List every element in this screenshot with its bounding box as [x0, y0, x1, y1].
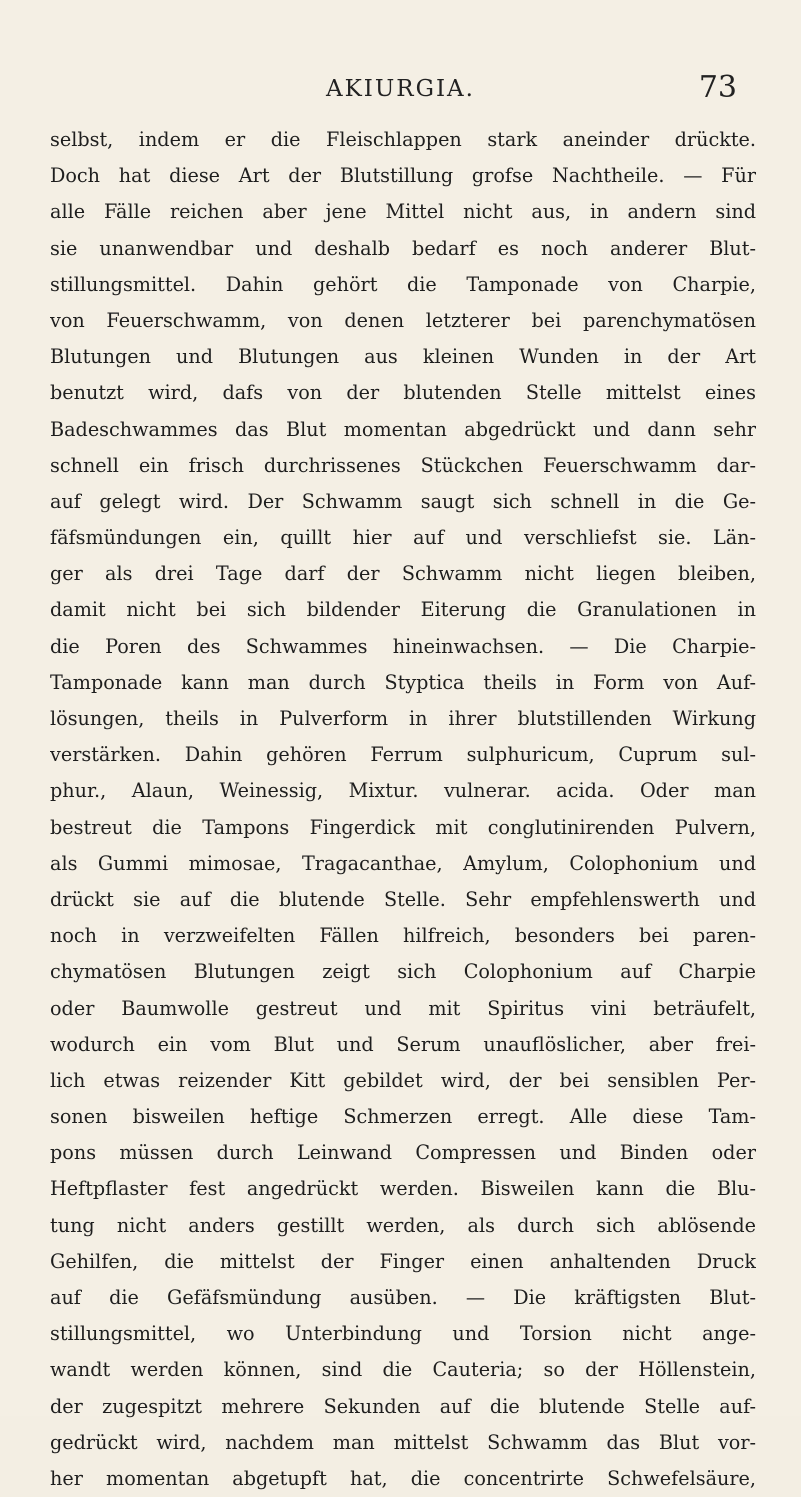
text-line: gedrückt wird, nachdem man mittelst Schwamm das Blut vor-: [50, 1430, 756, 1454]
text-line: her momentan abgetupft hat, die concentrirte Schwefelsäure,: [50, 1466, 756, 1490]
text-line: bestreut die Tampons Fingerdick mit conglutinirenden Pulvern,: [50, 815, 756, 839]
text-line: stillungsmittel, wo Unterbindung und Torsion nicht ange-: [50, 1322, 756, 1346]
text-line: tung nicht anders gestillt werden, als durch sich ablösende: [50, 1213, 756, 1237]
text-line: stillungsmittel. Dahin gehört die Tamponade von Charpie,: [50, 272, 756, 296]
text-line: verstärken. Dahin gehören Ferrum sulphuricum, Cuprum sul-: [50, 743, 756, 767]
running-head: AKIURGIA.: [326, 76, 475, 102]
text-line: sonen bisweilen heftige Schmerzen erregt. Alle diese Tam-: [50, 1105, 756, 1129]
text-line: Blutungen und Blutungen aus kleinen Wunden in der Art: [50, 345, 756, 369]
text-line: Heftpflaster fest angedrückt werden. Bisweilen kann die Blu-: [50, 1177, 756, 1201]
text-line: benutzt wird, dafs von der blutenden Stelle mittelst eines: [50, 381, 756, 405]
text-line: Doch hat diese Art der Blutstillung grofse Nachtheile. — Für: [50, 164, 756, 188]
text-line: als Gummi mimosae, Tragacanthae, Amylum, Colophonium und: [50, 851, 756, 875]
text-line: der zugespitzt mehrere Sekunden auf die blutende Stelle auf-: [50, 1394, 756, 1418]
text-line: die Poren des Schwammes hineinwachsen. — Die Charpie-: [50, 634, 756, 658]
text-line: Tamponade kann man durch Styptica theils in Form von Auf-: [50, 670, 756, 694]
text-line: Gehilfen, die mittelst der Finger einen anhaltenden Druck: [50, 1249, 756, 1273]
text-line: selbst, indem er die Fleischlappen stark aneinder drückte.: [50, 128, 756, 151]
text-line: ger als drei Tage darf der Schwamm nicht liegen bleiben,: [50, 562, 756, 586]
text-line: Badeschwammes das Blut momentan abgedrückt und dann sehr: [50, 417, 756, 441]
text-line: pons müssen durch Leinwand Compressen und Binden oder: [50, 1141, 756, 1165]
body-text: [50, 122, 756, 1497]
text-line: lich etwas reizender Kitt gebildet wird, der bei sensiblen Per-: [50, 1068, 756, 1092]
text-line: oder Baumwolle gestreut und mit Spiritus vini beträufelt,: [50, 996, 756, 1020]
text-line: damit nicht bei sich bildender Eiterung die Granulationen in: [50, 598, 756, 622]
text-line: fäfsmündungen ein, quillt hier auf und verschliefst sie. Län-: [50, 526, 756, 550]
text-line: schnell ein frisch durchrissenes Stückchen Feuerschwamm dar-: [50, 453, 756, 477]
text-line: auf die Gefäfsmündung ausüben. — Die kräftigsten Blut-: [50, 1286, 756, 1309]
text-line: phur., Alaun, Weinessig, Mixtur. vulnerar. acida. Oder man: [50, 779, 756, 803]
text-line: alle Fälle reichen aber jene Mittel nicht aus, in andern sind: [50, 200, 756, 224]
text-line: wodurch ein vom Blut und Serum unauflöslicher, aber frei-: [50, 1032, 756, 1056]
page-number: 73: [698, 70, 737, 105]
text-line: lösungen, theils in Pulverform in ihrer blutstillenden Wirkung: [50, 707, 756, 730]
text-line: sie unanwendbar und deshalb bedarf es noch anderer Blut-: [50, 236, 756, 260]
text-line: wandt werden können, sind die Cauteria; so der Höllenstein,: [50, 1358, 756, 1382]
page-header: [0, 70, 801, 110]
text-line: drückt sie auf die blutende Stelle. Sehr empfehlenswerth und: [50, 887, 756, 911]
text-line: von Feuerschwamm, von denen letzterer bei parenchymatösen: [50, 308, 756, 332]
text-line: chymatösen Blutungen zeigt sich Colophonium auf Charpie: [50, 960, 756, 984]
text-line: auf gelegt wird. Der Schwamm saugt sich schnell in die Ge-: [50, 489, 756, 513]
text-line: noch in verzweifelten Fällen hilfreich, besonders bei paren-: [50, 924, 756, 948]
